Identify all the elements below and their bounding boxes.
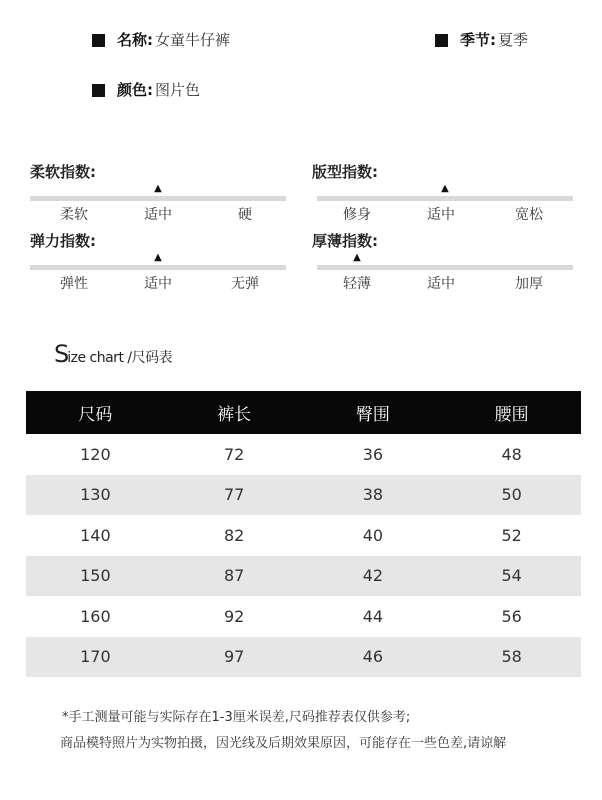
- bullet-square-icon: [92, 84, 105, 97]
- table-row: [26, 637, 581, 678]
- elasticity-marker-icon: ▲: [154, 252, 162, 263]
- size-chart-heading-initial: S: [54, 340, 68, 368]
- thickness-title: 厚薄指数:: [312, 232, 378, 250]
- fit-title: 版型指数:: [312, 163, 378, 181]
- cell-size: 150: [80, 566, 111, 586]
- info-season: [435, 30, 528, 50]
- info-color-value: 图片色: [155, 81, 201, 99]
- size-table: [26, 391, 581, 677]
- cell-hip: 46: [362, 647, 384, 667]
- fit-label-high: 宽松: [515, 207, 543, 223]
- cell-length: 82: [223, 525, 245, 545]
- thickness-label-mid: 适中: [427, 276, 455, 292]
- cell-hip: 42: [362, 566, 384, 586]
- header-size: 尺码: [78, 405, 113, 425]
- thickness-label-low: 轻薄: [343, 276, 371, 292]
- fit-scale: [312, 162, 573, 234]
- cell-hip: 36: [362, 444, 384, 464]
- header-hip: 臀围: [355, 405, 390, 425]
- note-color-difference: 商品模特照片为实物拍摄，因光线及后期效果原因，可能存在一些色差,请谅解: [60, 736, 507, 751]
- cell-waist: 58: [501, 647, 522, 667]
- note-measurement: *手工测量可能与实际存在1-3厘米误差,尺码推荐表仅供参考;: [62, 710, 411, 725]
- elasticity-scale: [30, 231, 286, 303]
- fit-label-low: 修身: [343, 207, 371, 223]
- fit-label-mid: 适中: [427, 207, 455, 223]
- cell-size: 160: [80, 606, 111, 626]
- elasticity-title: 弹力指数:: [30, 232, 96, 250]
- softness-label-high: 硬: [238, 207, 252, 223]
- cell-waist: 54: [501, 566, 522, 586]
- info-name-value: 女童牛仔裤: [155, 31, 231, 49]
- table-row: [26, 434, 581, 475]
- fit-bar: [317, 196, 573, 201]
- softness-label-low: 柔软: [60, 207, 88, 223]
- cell-hip: 38: [362, 485, 384, 505]
- table-header: [26, 391, 581, 434]
- softness-scale: [30, 162, 286, 234]
- info-season-value: 夏季: [498, 31, 529, 49]
- thickness-scale: [312, 231, 573, 303]
- thickness-label-high: 加厚: [515, 276, 543, 292]
- softness-bar: [30, 196, 286, 201]
- info-season-key: 季节:: [460, 31, 496, 49]
- fit-marker-icon: ▲: [441, 183, 449, 194]
- cell-waist: 50: [501, 485, 522, 505]
- cell-length: 87: [223, 566, 245, 586]
- cell-size: 140: [80, 525, 111, 545]
- elasticity-bar: [30, 265, 286, 270]
- cell-length: 92: [223, 606, 245, 626]
- cell-size: 130: [80, 485, 111, 505]
- info-name: [92, 30, 230, 50]
- size-chart-heading: [54, 340, 172, 372]
- cell-size: 170: [80, 647, 111, 667]
- bullet-square-icon: [435, 34, 448, 47]
- table-row: [26, 515, 581, 556]
- cell-hip: 44: [362, 606, 384, 626]
- header-waist: 腰围: [494, 405, 529, 425]
- info-color: [92, 80, 200, 100]
- bullet-square-icon: [92, 34, 105, 47]
- cell-length: 97: [223, 647, 245, 667]
- header-length: 裤长: [217, 405, 252, 425]
- size-chart-heading-rest: ize chart /尺码表: [67, 350, 173, 366]
- cell-waist: 48: [501, 444, 522, 464]
- cell-waist: 52: [501, 525, 522, 545]
- elasticity-label-high: 无弹: [231, 276, 259, 292]
- cell-hip: 40: [362, 525, 384, 545]
- info-color-key: 颜色:: [117, 81, 153, 99]
- cell-waist: 56: [501, 606, 522, 626]
- cell-size: 120: [80, 444, 111, 464]
- softness-title: 柔软指数:: [30, 163, 96, 181]
- elasticity-label-mid: 适中: [144, 276, 172, 292]
- table-row: [26, 596, 581, 637]
- cell-length: 77: [223, 485, 245, 505]
- elasticity-label-low: 弹性: [60, 276, 88, 292]
- cell-length: 72: [223, 444, 245, 464]
- softness-label-mid: 适中: [144, 207, 172, 223]
- thickness-marker-icon: ▲: [353, 252, 361, 263]
- table-row: [26, 475, 581, 516]
- table-row: [26, 556, 581, 597]
- thickness-bar: [317, 265, 573, 270]
- softness-marker-icon: ▲: [154, 183, 162, 194]
- info-name-key: 名称:: [117, 31, 153, 49]
